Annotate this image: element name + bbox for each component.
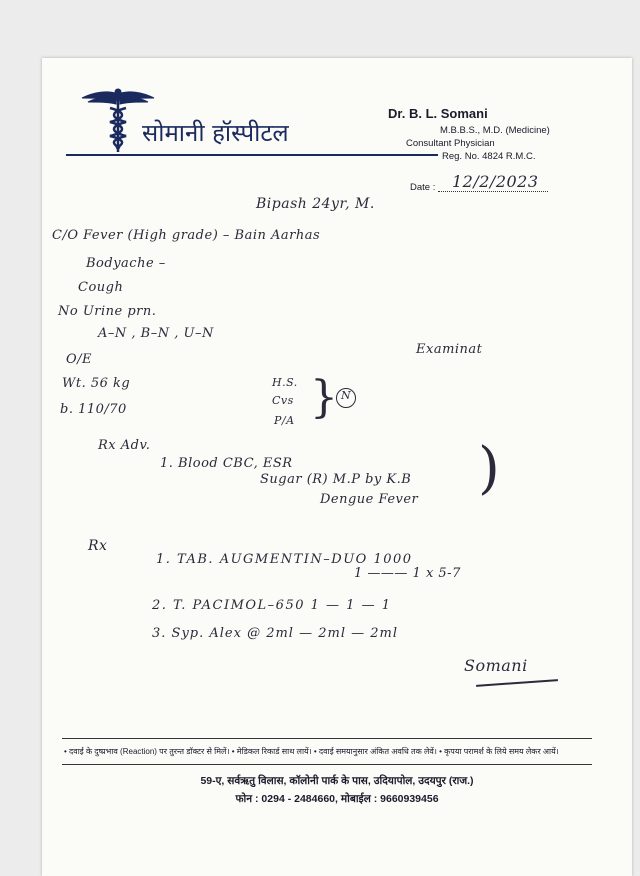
doctor-qualification: M.B.B.S., M.D. (Medicine) — [440, 125, 550, 136]
complaint-urine: No Urine prn. — [58, 304, 157, 319]
hospital-name: सोमानी हॉस्पीटल — [142, 119, 289, 147]
hospital-address: 59-ए, सर्वऋतु विलास, कॉलोनी पार्क के पास, उदियापोल, उदयपुर (राज.) — [200, 775, 474, 787]
medicine-1: 1. TAB. AUGMENTIN–DUO 1000 — [156, 552, 413, 567]
medicine-3: 3. Syp. Alex @ 2ml — 2ml — 2ml — [152, 626, 399, 641]
history-line: A–N , B–N , U–N — [98, 326, 214, 341]
on-examination: O/E — [66, 352, 93, 367]
hospital-phone: फोन : 0294 - 2484660, मोबाईल : 9660939456 — [235, 793, 439, 805]
test-dengue: Dengue Fever — [320, 492, 419, 507]
medicine-1-dose: 1 ——— 1 x 5-7 — [354, 566, 461, 581]
header-rule — [66, 154, 438, 156]
system-cvs: Cvs — [272, 394, 294, 407]
footer-rule-top — [62, 738, 592, 739]
complaint-fever: C/O Fever (High grade) – Bain Aarhas — [52, 228, 321, 243]
date-value: 12/2/2023 — [452, 172, 539, 191]
doctor-name: Dr. B. L. Somani — [388, 106, 488, 121]
patient-name: Bipash 24yr, M. — [256, 196, 375, 212]
signature-underline — [476, 679, 558, 686]
doctor-designation: Consultant Physician — [406, 138, 495, 149]
footer-rule-bottom — [62, 764, 592, 765]
system-hs: H.S. — [272, 376, 298, 389]
system-normal: N — [341, 389, 352, 402]
test-blood: 1. Blood CBC, ESR — [160, 456, 293, 471]
tests-bracket-icon: ) — [478, 436, 501, 501]
doctor-signature: Somani — [464, 656, 528, 675]
advice-label: Rx Adv. — [98, 438, 151, 453]
registration-number: Reg. No. 4824 R.M.C. — [442, 151, 536, 162]
system-pa: P/A — [274, 414, 295, 427]
weight-reading: Wt. 56 kg — [62, 376, 131, 391]
medicine-2: 2. T. PACIMOL–650 1 — 1 — 1 — [152, 598, 392, 613]
systems-brace-icon: } — [310, 372, 339, 423]
date-label: Date : — [410, 182, 436, 193]
complaint-bodyache: Bodyache – — [86, 256, 166, 271]
examination-label: Examinat — [416, 342, 483, 357]
prescription-sheet — [42, 58, 632, 876]
footer-notice: • दवाई के दुष्प्रभाव (Reaction) पर तुरन्त डॉक्टर से मिलें। • मेडिकल रिकार्ड साथ लायें। • दवाई समयानुसार अंकित अवधि तक लेवें। • कृपया परामर्श के लिये समय लेकर आयें। — [64, 747, 559, 756]
test-sugar: Sugar (R) M.P by K.B — [260, 472, 412, 487]
rx-label: Rx — [88, 538, 108, 554]
complaint-cough: Cough — [78, 280, 124, 295]
date-line — [438, 191, 548, 192]
bp-reading: b. 110/70 — [60, 402, 127, 417]
